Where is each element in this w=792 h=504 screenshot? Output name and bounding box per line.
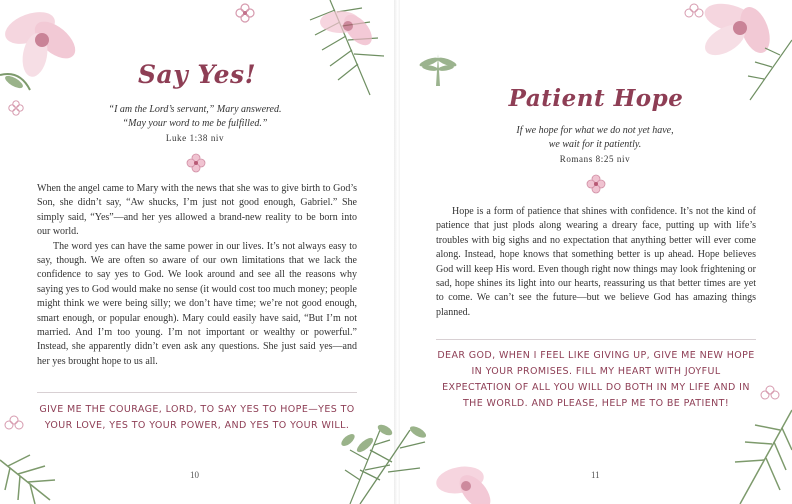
quote-line: If we hope for what we do not yet have, [516, 125, 674, 136]
prayer-text: DEAR GOD, WHEN I FEEL LIKE GIVING UP, GIVE ME NEW HOPE IN YOUR PROMISES. FILL MY HEART WITH JOYFUL EXPECTATION OF ALL YOU WILL DO BOTH IN MY LIFE AND IN THE WORLD. AND PLEASE, HELP ME TO BE PATIENT! [437, 350, 755, 409]
devotional-text [37, 182, 357, 369]
paragraph: The word yes can have the same power in our lives. It’s not always easy to say, though. We are often so aware of our own limitations that we lack the confidence to say yes to God. We look around and see all the reasons why saying yes to God would make no sense (it would cost too much money; people might think we were being silly; we don’t have time; we’re not good enough, smart enough, or popular enough). Mary could easily have said, “But I’m not married. And I’m too young. I’m not important or wealthy or powerful.” Instead, she apparently didn’t even ask any questions. She just said yes—and her yes brought hope to us all. [37, 240, 357, 367]
prayer-text: GIVE ME THE COURAGE, LORD, TO SAY YES TO HOPE—YES TO YOUR LOVE, YES TO YOUR POWER, AND YES TO YOUR WILL. [39, 404, 355, 431]
flower-ornament-icon [235, 3, 255, 23]
scripture-quote [60, 103, 330, 145]
hibiscus-illustration [340, 410, 520, 504]
left-page [0, 0, 394, 504]
divider [37, 392, 357, 393]
flower-ornament-icon [8, 100, 24, 116]
scripture-quote [470, 124, 720, 166]
page-title: Patient Hope [508, 85, 684, 112]
quote-line: “I am the Lord’s servant,” Mary answered. [108, 104, 282, 115]
paragraph: Hope is a form of patience that shines with confidence. It’s not the kind of patience that just plods along wearing a dreary face, putting up with life’s troubles with big sighs and no expectation that anything better will ever come along. Instead, hope knows that something better is up ahead. Hope believes God will keep His word. Even though right now things may look frightening or sad, hope shines its light into our hearts, reassuring us that better times are yet to come. We can’t see the future—but we believe God has amazing things planned. [436, 206, 756, 318]
page-number: 10 [190, 470, 199, 480]
scripture-reference: Luke 1:38 niv [165, 133, 225, 143]
paragraph: When the angel came to Mary with the news that she was to give birth to God’s Son, she didn’t say, “Aw shucks, I’m just not good enough, Gabriel.” She simply said, “Yes”—and her yes allowed a brand-new reality to be born into our world. [37, 183, 357, 238]
flower-ornament-icon [586, 174, 606, 194]
page-title: Say Yes! [137, 60, 257, 89]
quote-line: “May your word to me be fulfilled.” [122, 118, 268, 129]
hibiscus-illustration [0, 0, 110, 110]
right-page [400, 0, 792, 504]
scripture-reference: Romans 8:25 niv [559, 154, 631, 164]
dragonfly-icon [418, 50, 458, 90]
flower-ornament-icon [186, 153, 206, 173]
page-number: 11 [591, 470, 600, 480]
divider [436, 339, 756, 340]
devotional-text [436, 205, 756, 320]
quote-line: we wait for it patiently. [548, 139, 642, 150]
